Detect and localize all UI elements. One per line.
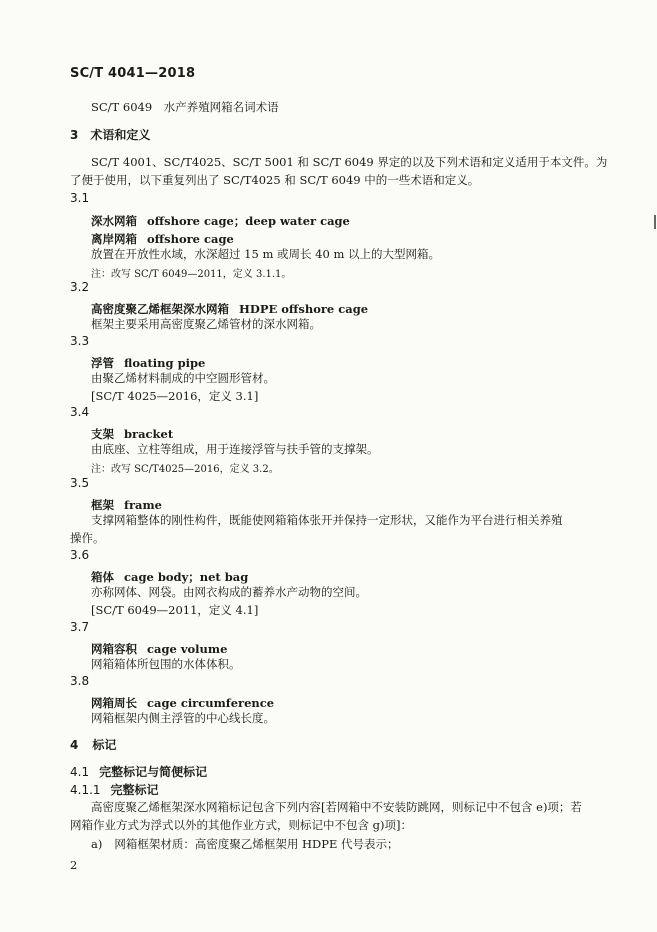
term-heading [91,638,227,657]
term-definition-line2: 操作。 [70,531,105,545]
subsection-4-1-heading [70,763,207,780]
section-number: 4 [70,738,79,752]
list-item-label: a) [91,837,103,851]
term-source: [SC/T 4025—2016，定义 3.1] [91,389,259,403]
term-english: cage volume [147,642,228,656]
term-heading [91,352,205,371]
subsection-4-1-1-heading [70,781,159,798]
page-number: 2 [70,858,78,872]
subsection-title: 完整标记与简便标记 [99,765,208,779]
scan-edge-mark [654,215,656,229]
term-english: cage circumference [147,696,275,710]
subsection-title: 完整标记 [110,783,159,797]
term-english: floating pipe [124,356,206,370]
list-item-text: 网箱框架材质：高密度聚乙烯框架用 HDPE 代号表示； [114,837,399,851]
term-name: 深水网箱 [91,214,137,228]
term-english: frame [124,498,162,512]
term-english: HDPE offshore cage [239,302,369,316]
term-definition: 框架主要采用高密度聚乙烯管材的深水网箱。 [91,317,321,331]
list-item-a [91,836,399,852]
section-3-intro-line2: 了便于使用，以下重复列出了 SC/T4025 和 SC/T 6049 中的一些术语和定义。 [70,173,480,187]
term-number: 3.2 [70,280,90,294]
section-number: 3 [70,128,79,142]
term-source: [SC/T 6049—2011，定义 4.1] [91,603,259,617]
paragraph-line2: 网箱作业方式为浮式以外的其他作业方式，则标记中不包含 g)项]： [70,818,412,832]
term-alt-heading [91,228,234,247]
term-heading [91,210,350,229]
term-name: 框架 [91,498,114,512]
term-note: 注：改写 SC/T4025—2016，定义 3.2。 [91,464,279,475]
section-4-heading [70,736,116,753]
term-name: 网箱容积 [91,642,137,656]
term-note: 注：改写 SC/T 6049—2011，定义 3.1.1。 [91,269,292,280]
term-definition: 网箱箱体所包围的水体体积。 [91,657,241,671]
standard-number: SC/T 4041—2018 [70,66,196,81]
term-number: 3.8 [70,674,90,688]
term-heading [91,692,274,711]
term-number: 3.3 [70,334,90,348]
subsection-number: 4.1 [70,765,90,779]
term-alt-name: 离岸网箱 [91,232,137,246]
term-name: 箱体 [91,570,114,584]
term-english: offshore cage；deep water cage [147,214,350,228]
section-title: 术语和定义 [90,128,151,142]
term-definition: 由底座、立柱等组成，用于连接浮管与扶手管的支撑架。 [91,442,379,456]
section-title: 标记 [92,738,117,752]
term-heading [91,423,173,442]
section-3-intro-line1: SC/T 4001、SC/T4025、SC/T 5001 和 SC/T 6049 界定的以及下列术语和定义适用于本文件。为 [91,155,608,169]
section-3-heading [70,126,150,143]
term-english: bracket [124,427,174,441]
paragraph-line1: 高密度聚乙烯框架深水网箱标记包含下列内容[若网箱中不安装防跳网，则标记中不包含 e)项；若 [91,800,582,814]
term-name: 浮管 [91,356,114,370]
term-definition-line1: 支撑网箱整体的刚性构件，既能使网箱箱体张开并保持一定形状，又能作为平台进行相关养殖 [91,513,563,527]
term-heading [91,494,162,513]
term-number: 3.1 [70,191,90,205]
term-name: 支架 [91,427,114,441]
normative-reference: SC/T 6049 水产养殖网箱名词术语 [91,100,279,114]
term-number: 3.4 [70,405,90,419]
term-definition: 由聚乙烯材料制成的中空圆形管材。 [91,371,275,385]
term-alt-english: offshore cage [147,232,234,246]
term-definition: 亦称网体、网袋。由网衣构成的蓄养水产动物的空间。 [91,585,367,599]
term-heading [91,298,368,317]
term-number: 3.6 [70,548,90,562]
term-name: 网箱周长 [91,696,137,710]
term-definition: 放置在开放性水域，水深超过 15 m 或周长 40 m 以上的大型网箱。 [91,247,441,261]
term-name: 高密度聚乙烯框架深水网箱 [91,302,229,316]
term-definition: 网箱框架内侧主浮管的中心线长度。 [91,711,275,725]
term-number: 3.7 [70,620,90,634]
term-english: cage body；net bag [124,570,249,584]
subsection-number: 4.1.1 [70,783,101,797]
term-heading [91,566,248,585]
term-number: 3.5 [70,476,90,490]
